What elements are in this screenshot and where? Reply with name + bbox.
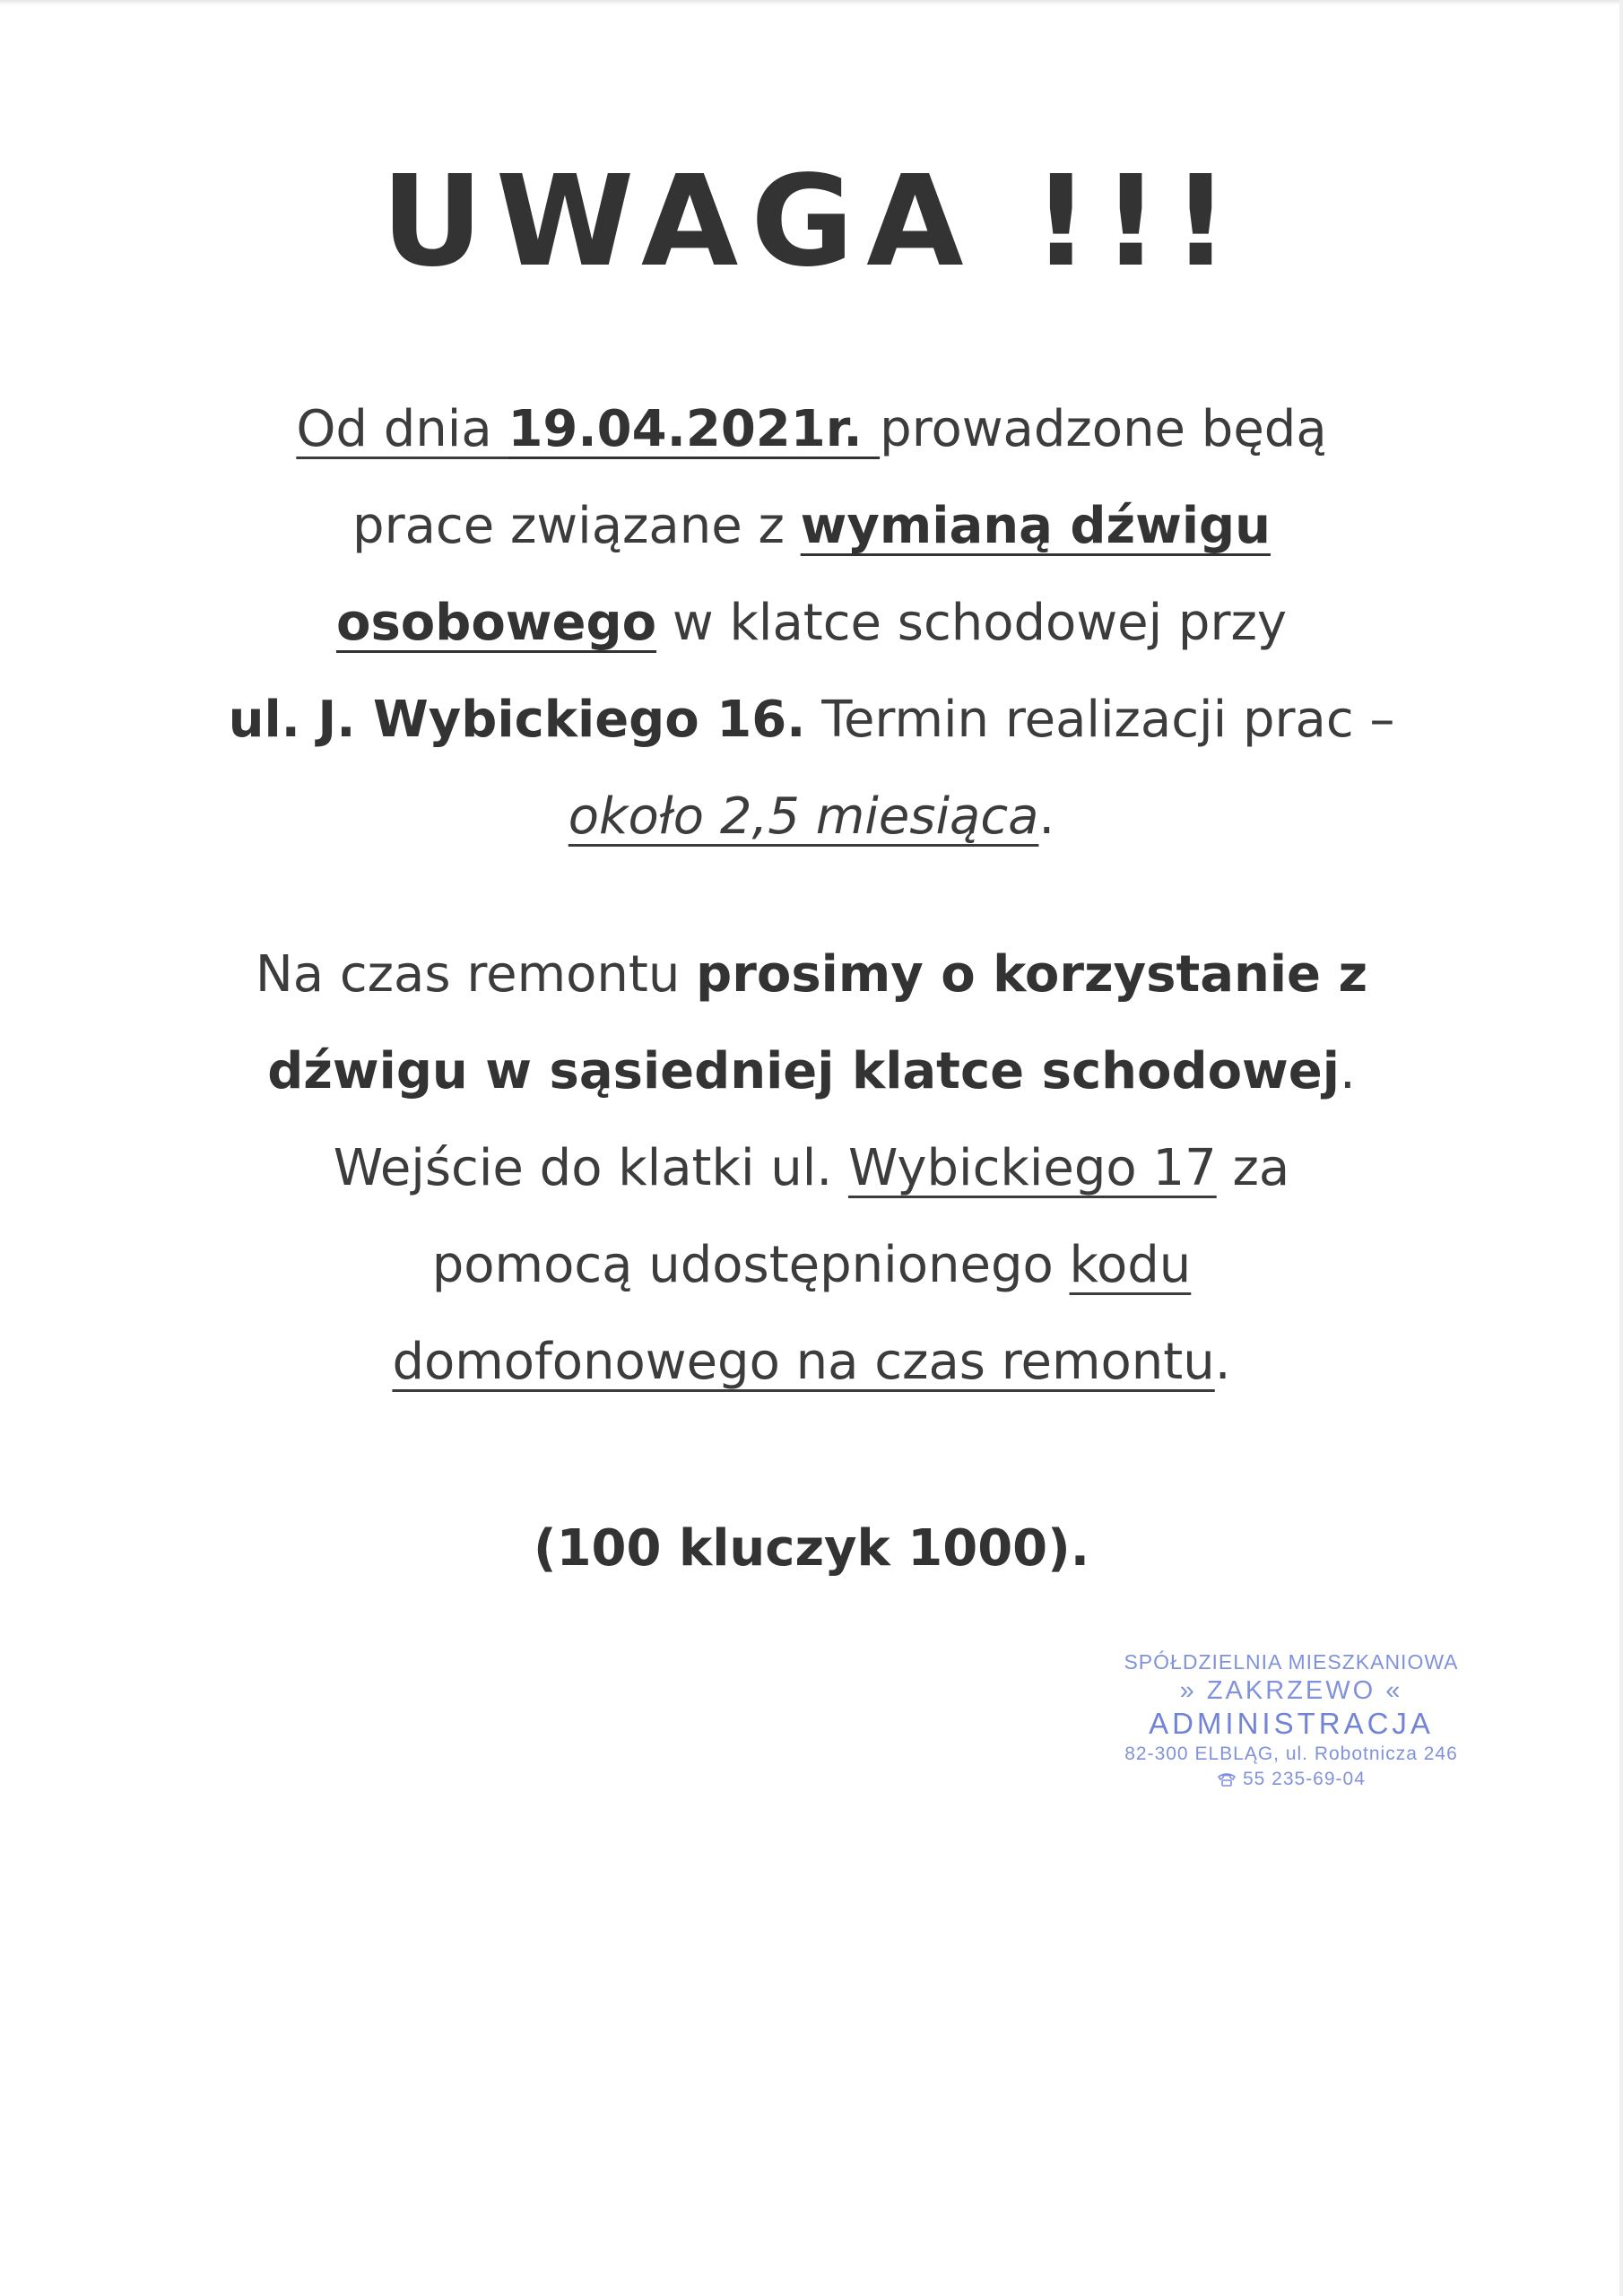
p1-line-5 xyxy=(135,769,1488,865)
address-text: ul. J. Wybickiego 16. xyxy=(228,691,806,749)
duration-text: około 2,5 miesiąca xyxy=(568,787,1039,846)
p1-period: . xyxy=(1038,787,1055,846)
elevator-replacement-text: wymianą dźwigu xyxy=(800,497,1271,555)
p1-line1-end: prowadzone będą xyxy=(880,400,1327,458)
p1-intro-text: Od dnia xyxy=(296,400,508,458)
scan-right-edge xyxy=(1619,0,1623,2296)
request-text: prosimy o korzystanie z xyxy=(696,945,1368,1004)
paragraph-work-notice xyxy=(135,381,1488,865)
p1-line-2 xyxy=(135,478,1488,575)
neighbor-staircase-text: dźwigu w sąsiedniej klatce schodowej xyxy=(267,1042,1340,1100)
notice-title: UWAGA !!! xyxy=(381,149,1242,295)
alt-address-text: Wybickiego 17 xyxy=(847,1139,1217,1197)
stamp-line-4: 82-300 ELBLĄG, ul. Robotnicza 246 xyxy=(1124,1744,1458,1764)
passenger-text: osobowego xyxy=(335,594,657,652)
p1-line3-end: w klatce schodowej przy xyxy=(656,594,1288,652)
p1-line-1 xyxy=(135,381,1488,478)
p2-period: . xyxy=(1339,1042,1356,1100)
paragraph-code xyxy=(135,1500,1488,1597)
p3-line-1 xyxy=(135,1500,1488,1597)
code-word: kodu xyxy=(1069,1236,1192,1294)
intercom-text: domofonowego na czas remontu xyxy=(392,1333,1215,1391)
cooperative-stamp xyxy=(1058,1648,1524,1792)
start-date: 19.04.2021r. xyxy=(508,400,881,458)
p2-end-period: . xyxy=(1214,1333,1231,1391)
entrance-text: Wejście do klatki ul. xyxy=(333,1139,848,1197)
p2-line-1 xyxy=(135,926,1488,1023)
stamp-line-2: » ZAKRZEWO « xyxy=(1179,1676,1403,1705)
phone-icon xyxy=(1217,1772,1237,1787)
p2-line-3 xyxy=(135,1120,1488,1217)
stamp-line-5 xyxy=(1058,1767,1524,1792)
p2-line-2 xyxy=(135,1023,1488,1120)
p2-line-5 xyxy=(135,1314,1488,1411)
p2-line3-end: za xyxy=(1216,1139,1290,1197)
p1-line2-start: prace związane z xyxy=(352,497,801,555)
stamp-phone-number: 55 235-69-04 xyxy=(1242,1769,1366,1789)
p1-line-3 xyxy=(135,575,1488,672)
deadline-label: Termin realizacji prac – xyxy=(805,691,1395,749)
p1-line-4 xyxy=(135,672,1488,769)
p2-line4-start: pomocą udostępnionego xyxy=(431,1236,1070,1294)
paragraph-alternative-elevator xyxy=(135,926,1488,1411)
p2-line1-start: Na czas remontu xyxy=(255,945,697,1004)
stamp-line-1: SPÓŁDZIELNIA MIESZKANIOWA xyxy=(1124,1650,1459,1674)
intercom-code: (100 kluczyk 1000). xyxy=(533,1519,1090,1578)
p2-line-4 xyxy=(135,1217,1488,1314)
scan-top-edge xyxy=(0,0,1623,5)
stamp-line-3: ADMINISTRACJA xyxy=(1149,1707,1434,1740)
